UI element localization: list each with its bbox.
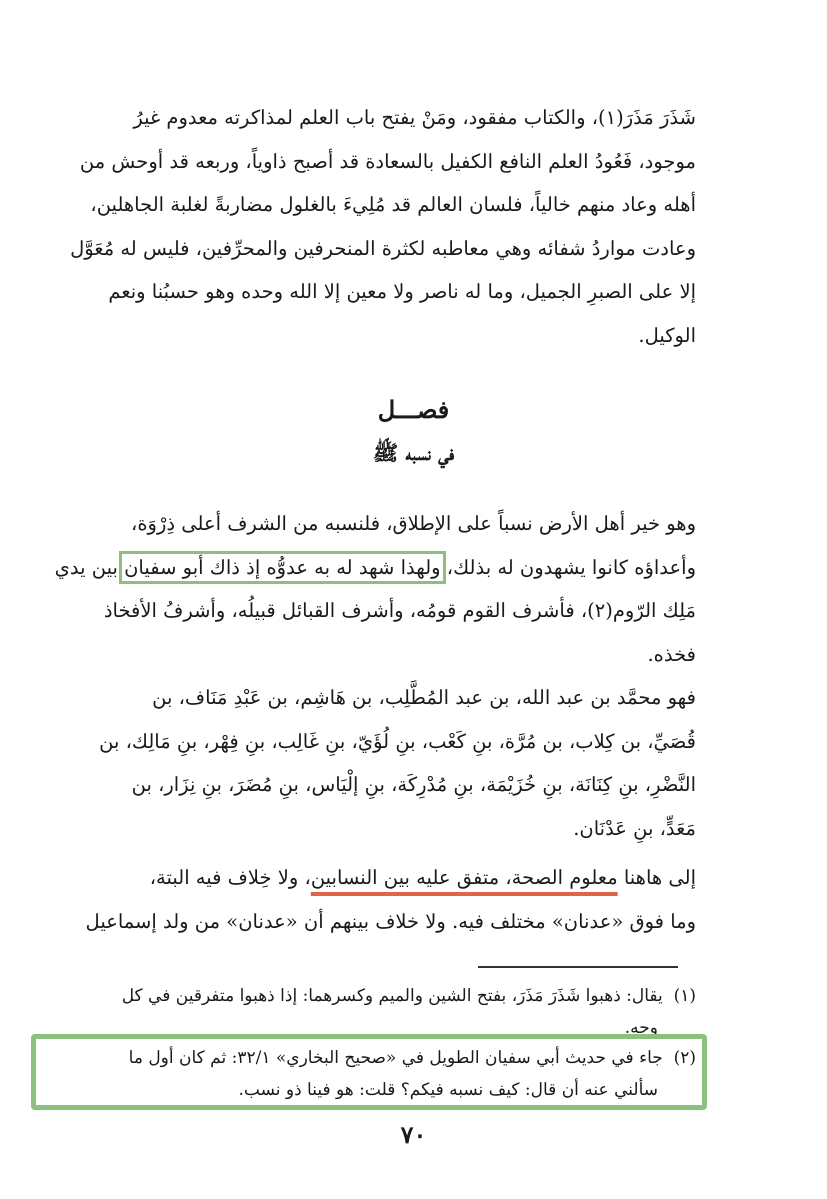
text-segment: بين يدي (54, 555, 125, 579)
text-line: مَلِك الرّوم(٢)، فأشرف القوم قومُه، وأشرف القبائل قبيلُه، وأشرفُ الأفخاذ (103, 599, 696, 622)
text-line: وما فوق «عدنان» مختلف فيه. ولا خلاف بينهم أن «عدنان» من ولد إسماعيل (85, 909, 696, 933)
footnote-marker: (٢) (673, 1048, 696, 1068)
text-line (54, 546, 696, 590)
text-line: وعادت مواردُ شفائه وهي معاطبه لكثرة المنحرفين والمحرِّفين، فليس له مُعَوَّل (70, 236, 696, 260)
lineage-paragraph (54, 502, 696, 676)
text-line: فهو محمَّد بن عبد الله، بن عبد المُطَّلِب، بن هَاشِم، بن عَبْدِ مَنَاف، بن (152, 686, 696, 709)
footnote-line (90, 1042, 696, 1074)
genealogy-paragraph (86, 676, 696, 850)
footnote-2 (90, 1042, 696, 1106)
text-line: إلا على الصبرِ الجميل، وما له ناصر ولا معين إلا الله وحده وهو حسبُنا ونعم (108, 280, 696, 303)
text-segment: وأعداؤه كانوا يشهدون له بذلك، (440, 555, 696, 579)
footnote-text: جاء في حديث أبي سفيان الطويل في «صحيح البخاري» ٣٢/١: ثم كان أول ما (128, 1048, 663, 1068)
text-line: وهو خير أهل الأرض نسباً على الإطلاق، فلنسبه من الشرف أعلى ذِرْوَة، (131, 512, 696, 535)
text-line (86, 856, 696, 900)
footnote-line: وجه. (624, 1018, 658, 1038)
text-line: مَعَدٍّ، بنِ عَدْنَان. (573, 816, 696, 840)
footnote-separator (478, 966, 678, 968)
text-line: قُصَيِّ، بن كِلاب، بن مُرَّة، بنِ كَعْب، بنِ لُؤَيّ، بنِ غَالِب، بنِ فِهْر، بنِ مَالِك، بن (99, 729, 696, 753)
intro-paragraph (70, 96, 696, 357)
footnote-marker: (١) (673, 986, 696, 1006)
highlighted-phrase: ولهذا شهد له به عدوُّه إذ ذاك أبو سفيان (124, 555, 441, 579)
footnote-text: يقال: ذهبوا شَذَرَ مَذَرَ، بفتح الشين والميم وكسرهما: إذا ذهبوا متفرقين في كل (121, 986, 663, 1006)
footnote-line (90, 980, 696, 1012)
section-subtitle: في نسبه ﷺ (372, 440, 455, 465)
footnote-line: سألني عنه أن قال: كيف نسبه فيكم؟ قلت: هو فينا ذو نسب. (238, 1080, 658, 1100)
text-line: النَّضْرِ، بنِ كِنَانَة، بنِ خُزَيْمَة، بنِ مُدْرِكَة، بنِ إلْيَاس، بنِ مُضَرَ، بنِ نِزَار، بن (131, 773, 696, 796)
text-segment: ، ولا خِلاف فيه البتة، (149, 866, 311, 889)
consensus-paragraph (86, 856, 696, 943)
text-line: الوكيل. (638, 323, 696, 347)
text-line: موجود، فَعُودُ العلم النافع الكفيل بالسعادة قد أصبح ذاوياً، وربعه قد أوحش من (79, 149, 696, 173)
section-title: فصـــل (377, 395, 450, 424)
text-line: شَذَرَ مَذَرَ(١)، والكتاب مفقود، ومَنْ يفتح باب العلم لمذاكرته معدوم غيرُ (133, 106, 696, 129)
text-line: أهله وعاد منهم خالياً، فلسان العالم قد مُلِيءَ بالغلول مضاربةً لغلبة الجاهلين، (90, 193, 696, 216)
text-line: فخذه. (647, 642, 696, 666)
underlined-phrase: معلوم الصحة، متفق عليه بين النسابين (310, 866, 618, 889)
text-segment: إلى هاهنا (617, 866, 696, 889)
footnote-1 (90, 980, 696, 1038)
page-number: ٧٠ (400, 1120, 427, 1149)
